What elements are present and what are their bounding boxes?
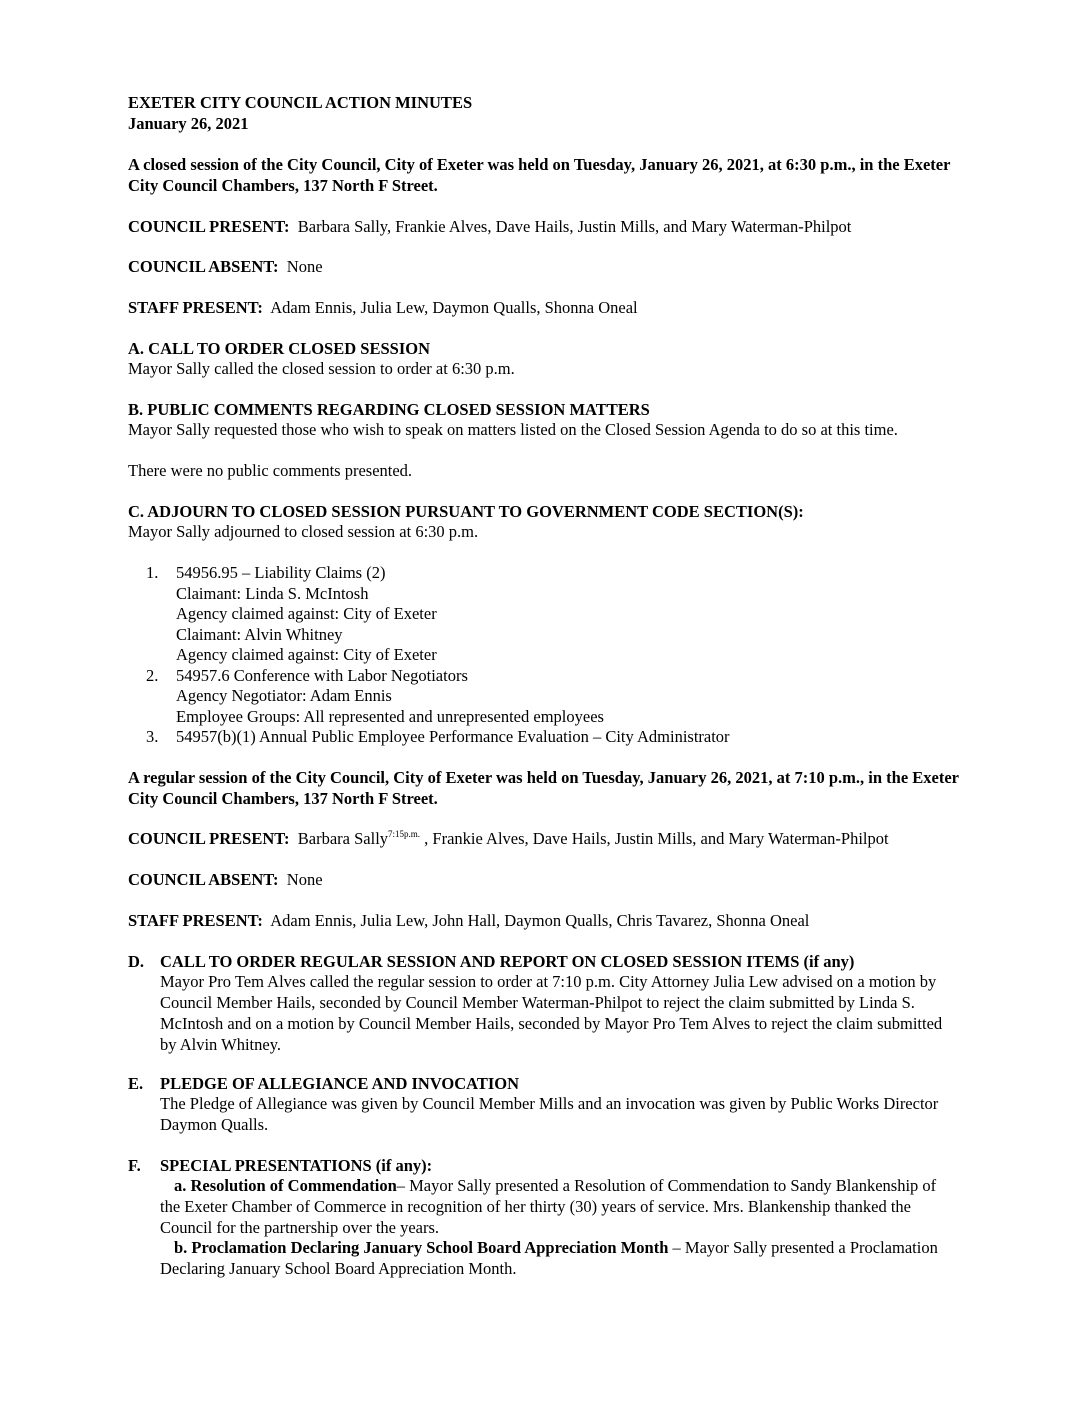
closed-council-absent	[128, 256, 978, 277]
section-a-heading: A. CALL TO ORDER CLOSED SESSION	[128, 339, 430, 358]
item-b-body: – Mayor Sally presented a Proclamation Declaring January School Board Appreciation Month.	[160, 1238, 938, 1278]
list-item-line: 54957.6 Conference with Labor Negotiators	[176, 666, 468, 685]
list-item-line: Claimant: Alvin Whitney	[176, 625, 343, 644]
closed-council-present	[128, 216, 978, 237]
council-present-label: COUNCIL PRESENT:	[128, 217, 290, 236]
staff-present-names: Adam Ennis, Julia Lew, Daymon Qualls, Shonna Oneal	[270, 298, 638, 317]
council-absent-label: COUNCIL ABSENT:	[128, 257, 279, 276]
list-item-number: 3.	[146, 727, 159, 746]
staff-present-names: Adam Ennis, Julia Lew, John Hall, Daymon Qualls, Chris Tavarez, Shonna Oneal	[270, 911, 810, 930]
section-d-heading: CALL TO ORDER REGULAR SESSION AND REPORT ON CLOSED SESSION ITEMS (if any)	[160, 952, 855, 971]
council-present-rest: , Frankie Alves, Dave Hails, Justin Mills, and Mary Waterman-Philpot	[420, 829, 889, 848]
document-date: January 26, 2021	[128, 114, 249, 133]
section-b-body: Mayor Sally requested those who wish to speak on matters listed on the Closed Session Agenda to do so at this time.	[128, 420, 898, 439]
item-b-label: b. Proclamation Declaring January School Board Appreciation Month	[174, 1238, 669, 1257]
council-present-names: Barbara Sally, Frankie Alves, Dave Hails, Justin Mills, and Mary Waterman-Philpot	[297, 217, 852, 236]
list-item-line: 54957(b)(1) Annual Public Employee Performance Evaluation – City Administrator	[176, 727, 730, 746]
staff-present-label: STAFF PRESENT:	[128, 911, 263, 930]
section-c-heading: C. ADJOURN TO CLOSED SESSION PURSUANT TO GOVERNMENT CODE SECTION(S):	[128, 502, 804, 521]
list-item-line: 54956.95 – Liability Claims (2)	[176, 563, 386, 582]
regular-staff-present	[128, 910, 978, 931]
list-item-line: Claimant: Linda S. McIntosh	[176, 584, 369, 603]
section-f-letter: F.	[128, 1156, 141, 1175]
section-f-heading: SPECIAL PRESENTATIONS (if any):	[160, 1156, 433, 1175]
closed-session-intro: A closed session of the City Council, City of Exeter was held on Tuesday, January 26, 2021, at 6:30 p.m., in the Exeter City Council Chambers, 137 North F Street.	[128, 155, 951, 195]
staff-present-label: STAFF PRESENT:	[128, 298, 263, 317]
list-item-number: 2.	[146, 666, 159, 685]
regular-council-present	[128, 828, 978, 849]
item-a-label: a. Resolution of Commendation	[174, 1176, 397, 1195]
section-b-body2: There were no public comments presented.	[128, 461, 413, 480]
list-item-line: Agency claimed against: City of Exeter	[176, 645, 437, 664]
list-item-line: Agency claimed against: City of Exeter	[176, 604, 437, 623]
list-item-line: Agency Negotiator: Adam Ennis	[176, 686, 392, 705]
council-absent-names: None	[286, 870, 323, 889]
section-f-item-a	[160, 1175, 960, 1238]
section-d-body: Mayor Pro Tem Alves called the regular session to order at 7:10 p.m. City Attorney Julia Lew advised on a motion by Council Member Hails, seconded by Council Member Waterman-Philpot to reject the claim submitted by Linda S. McIntosh and on a motion by Council Member Hails, seconded by Mayor Pro Tem Alves to reject the claim submitted by Alvin Whitney.	[160, 972, 943, 1054]
section-e-letter: E.	[128, 1074, 144, 1093]
council-absent-names: None	[286, 257, 323, 276]
council-absent-label: COUNCIL ABSENT:	[128, 870, 279, 889]
document-title: EXETER CITY COUNCIL ACTION MINUTES	[128, 93, 473, 112]
council-present-first: Barbara Sally	[297, 829, 389, 848]
section-f-item-b	[160, 1237, 960, 1279]
item-a-body: – Mayor Sally presented a Resolution of Commendation to Sandy Blankenship of the Exeter Chamber of Commerce in recognition of her thirty (30) years of service. Mrs. Blankenship thanked the Council for the partnership over the years.	[160, 1176, 937, 1237]
regular-council-absent	[128, 869, 978, 890]
regular-session-intro: A regular session of the City Council, City of Exeter was held on Tuesday, January 26, 2021, at 7:10 p.m., in the Exeter City Council Chambers, 137 North F Street.	[128, 768, 959, 808]
list-item-line: Employee Groups: All represented and unrepresented employees	[176, 707, 604, 726]
section-a-body: Mayor Sally called the closed session to order at 6:30 p.m.	[128, 359, 515, 378]
section-e-body: The Pledge of Allegiance was given by Council Member Mills and an invocation was given by Public Works Director Daymon Qualls.	[160, 1094, 939, 1134]
section-e-heading: PLEDGE OF ALLEGIANCE AND INVOCATION	[160, 1074, 520, 1093]
council-present-label: COUNCIL PRESENT:	[128, 829, 290, 848]
section-c-body: Mayor Sally adjourned to closed session at 6:30 p.m.	[128, 522, 479, 541]
section-b-heading: B. PUBLIC COMMENTS REGARDING CLOSED SESSION MATTERS	[128, 400, 650, 419]
closed-staff-present	[128, 297, 978, 318]
arrival-time-note: 7:15p.m.	[388, 829, 421, 839]
section-d-letter: D.	[128, 952, 145, 971]
list-item-number: 1.	[146, 563, 159, 582]
